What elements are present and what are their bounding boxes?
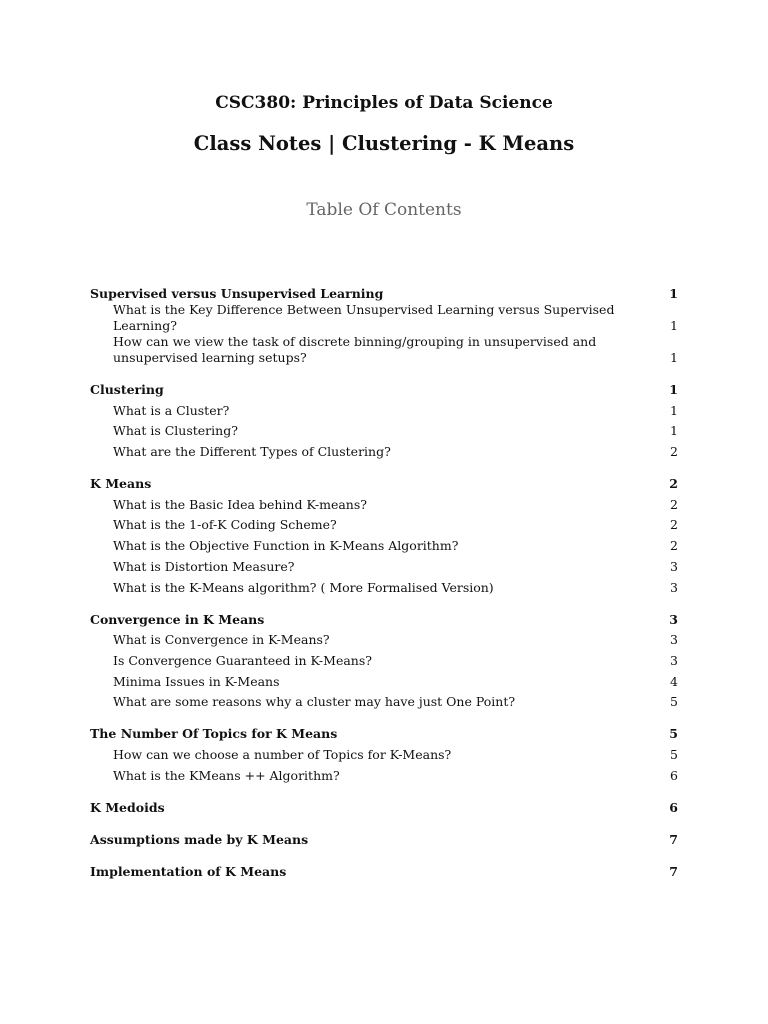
toc-entry-label: Supervised versus Unsupervised Learning <box>90 286 384 301</box>
toc-entry-label: What is the Basic Idea behind K-means? <box>113 496 367 512</box>
toc-entry-page: 2 <box>670 538 678 554</box>
toc-section <box>90 829 678 848</box>
toc-entry-page: 5 <box>669 726 678 742</box>
toc-entry-page: 7 <box>669 831 678 847</box>
toc-entry-sub[interactable] <box>90 690 678 711</box>
toc-entry-sub[interactable] <box>90 334 678 366</box>
toc-entry-label: What is the Objective Function in K-Means Algorithm? <box>113 538 459 554</box>
toc-entry-label: Assumptions made by K Means <box>90 831 309 847</box>
toc-entry-label: What is the K-Means algorithm? ( More Formalised Version) <box>113 579 494 595</box>
toc-entry-page: 2 <box>670 496 678 512</box>
toc-entry-sub[interactable] <box>90 628 678 649</box>
toc-entry-label: Is Convergence Guaranteed in K-Means? <box>113 652 372 668</box>
toc-section <box>90 797 678 816</box>
toc-entry-page: 1 <box>670 402 678 418</box>
toc-entry-top[interactable] <box>90 861 678 880</box>
toc-entry-page: 2 <box>670 517 678 533</box>
toc-entry-page: 5 <box>670 694 678 710</box>
toc-entry-page: 3 <box>670 652 678 668</box>
toc-heading: Table Of Contents <box>306 200 462 220</box>
toc-entry-label: What are some reasons why a cluster may have just One Point? <box>113 694 516 710</box>
toc-section <box>90 473 678 595</box>
toc-entry-page: 6 <box>670 767 678 783</box>
toc-entry-top[interactable] <box>90 379 678 398</box>
toc-entry-label: K Medoids <box>90 799 165 815</box>
toc-entry-page: 2 <box>669 476 678 492</box>
toc-entry-top[interactable] <box>90 473 678 492</box>
toc-entry-page: 3 <box>670 558 678 574</box>
toc-entry-page: 2 <box>670 444 678 460</box>
toc-entry-label: What are the Different Types of Clustering? <box>113 444 391 460</box>
toc-entry-sub[interactable] <box>90 648 678 669</box>
toc-entry-sub[interactable] <box>90 302 678 334</box>
toc-entry-page: 1 <box>669 286 678 301</box>
toc-entry-label: What is Distortion Measure? <box>113 558 295 574</box>
toc-section <box>90 723 678 783</box>
toc-entry-label: Implementation of K Means <box>90 863 287 879</box>
toc-entry-label: Convergence in K Means <box>90 611 265 627</box>
toc-entry-page: 1 <box>669 382 678 397</box>
toc-entry-label: Clustering <box>90 382 164 397</box>
toc-entry-label: What is Convergence in K-Means? <box>113 632 330 648</box>
toc-entry-page: 3 <box>669 611 678 627</box>
toc-entry-page: 1 <box>670 423 678 439</box>
toc-entry-label: K Means <box>90 476 152 492</box>
toc-section <box>90 283 678 366</box>
document-title: Class Notes | Clustering - K Means <box>193 132 575 155</box>
toc-entry-sub[interactable] <box>90 533 678 554</box>
toc-entry-page: 1 <box>670 350 678 365</box>
toc-entry-top[interactable] <box>90 829 678 848</box>
toc-entry-label: The Number Of Topics for K Means <box>90 726 338 742</box>
toc-entry-page: 4 <box>670 673 678 689</box>
toc-entry-label: How can we view the task of discrete binning/grouping in unsupervised and unsupervised learning setups? <box>113 334 597 365</box>
toc-entry-top[interactable] <box>90 609 678 628</box>
toc-entry-sub[interactable] <box>90 513 678 534</box>
toc-entry-page: 5 <box>670 746 678 762</box>
toc-entry-sub[interactable] <box>90 398 678 419</box>
course-title: CSC380: Principles of Data Science <box>215 93 553 113</box>
toc-entry-sub[interactable] <box>90 763 678 784</box>
toc-section <box>90 379 678 460</box>
toc-entry-page: 7 <box>669 863 678 879</box>
toc-entry-top[interactable] <box>90 283 678 302</box>
toc-entry-sub[interactable] <box>90 575 678 596</box>
toc-section <box>90 861 678 880</box>
toc-entry-page: 1 <box>670 318 678 333</box>
toc-entry-label: Minima Issues in K-Means <box>113 673 280 689</box>
toc-entry-page: 3 <box>670 632 678 648</box>
toc-entry-page: 3 <box>670 579 678 595</box>
toc-entry-label: What is Clustering? <box>113 423 238 439</box>
toc-entry-label: What is a Cluster? <box>113 402 230 418</box>
toc-entry-top[interactable] <box>90 723 678 742</box>
table-of-contents <box>90 283 678 893</box>
toc-entry-page: 6 <box>669 799 678 815</box>
toc-entry-sub[interactable] <box>90 554 678 575</box>
toc-entry-sub[interactable] <box>90 419 678 440</box>
toc-entry-sub[interactable] <box>90 742 678 763</box>
toc-entry-label: What is the KMeans ++ Algorithm? <box>113 767 340 783</box>
toc-section <box>90 609 678 711</box>
toc-entry-label: What is the 1-of-K Coding Scheme? <box>113 517 337 533</box>
toc-entry-sub[interactable] <box>90 492 678 513</box>
toc-entry-label: What is the Key Difference Between Unsupervised Learning versus Supervised Learning? <box>113 302 615 333</box>
toc-entry-sub[interactable] <box>90 439 678 460</box>
toc-entry-top[interactable] <box>90 797 678 816</box>
toc-entry-label: How can we choose a number of Topics for K-Means? <box>113 746 452 762</box>
toc-entry-sub[interactable] <box>90 669 678 690</box>
